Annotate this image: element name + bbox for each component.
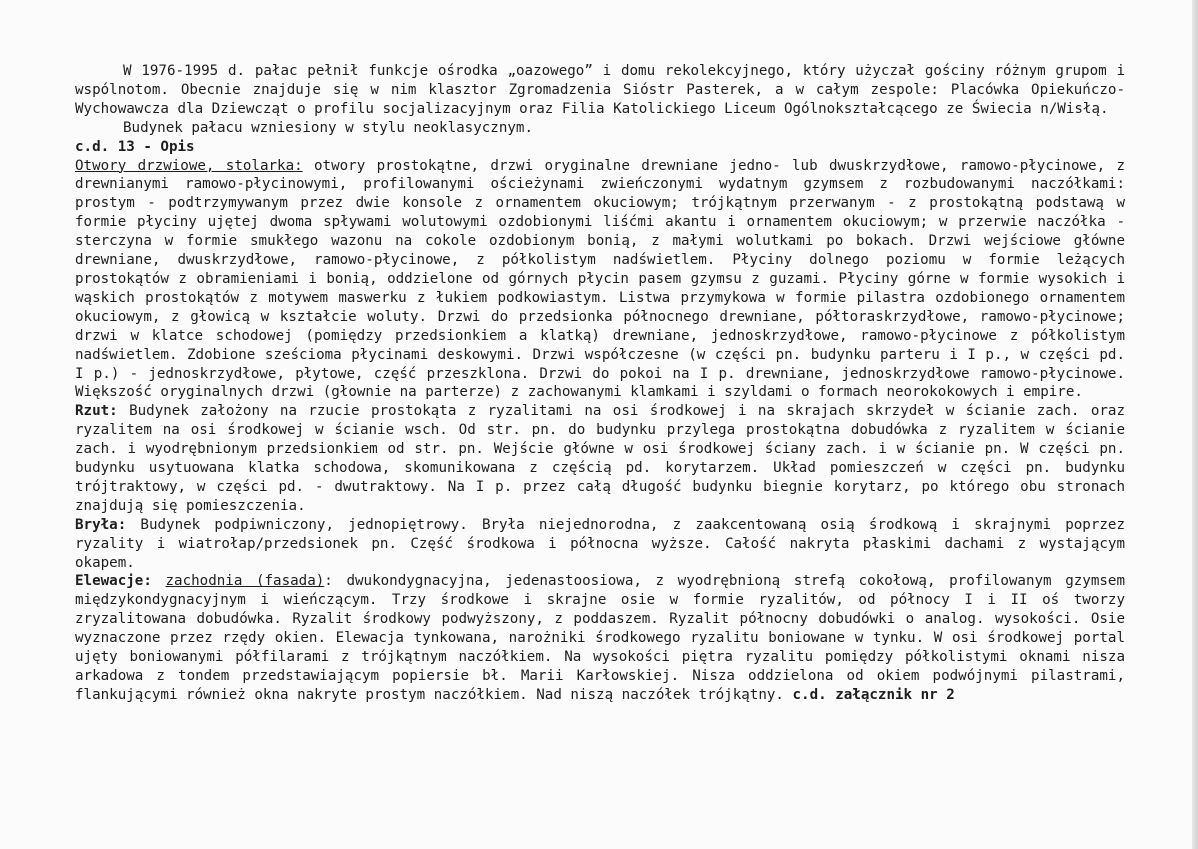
bryla-label: Bryła: xyxy=(75,516,127,533)
section-heading: c.d. 13 - Opis xyxy=(75,138,195,155)
style-paragraph: Budynek pałacu wzniesiony w stylu neoklasycznym. xyxy=(123,119,533,136)
doors-text: otwory prostokątne, drzwi oryginalne drewniane jedno- lub dwuskrzydłowe, ramowo-płycinowe, z drewnianymi ramowo-płycinowymi, profilowanymi ościeżynami zwieńczonymi wydatnym gzymsem z rozbudowanymi naczółkami: prostym - podtrzymywanym przez dwie konsole z ornamentem okuciowym; trójkątnym przerwanym - z prostokątną podstawą w formie płyciny ujętej dwoma spływami wolutowymi ozdobionymi liśćmi akantu i ornamentem okuciowym; w przerwie naczółka - sterczyna w formie smukłego wazonu na cokole ozdobionym bonią, z małymi wolutkami po bokach. Drzwi wejściowe główne drewniane, dwuskrzydłowe, ramowo-płycinowe, z półkolistym nadświetlem. Płyciny dolnego poziomu w formie leżących prostokątów z obramieniami i bonią, oddzielone od górnych płycin pasem gzymsu z guzami. Płyciny górne w formie wysokich i wąskich prostokątów z motywem maswerku z łukiem podkowiastym. Listwa przymykowa w formie pilastra ozdobionego ornamentem okuciowym, z głowicą w kształcie woluty. Drzwi do przedsionka północnego drewniane, półtoraskrzydłowe, ramowo-płycinowe; drzwi w klatce schodowej (pomiędzy przedsionkiem a klatką) drewniane, jednoskrzydłowe, ramowo-płycinowe z półkolistym nadświetlem. Zdobione sześcioma płycinami deskowymi. Drzwi współczesne (w części pn. budynku parteru i I p., w części pd. I p.) - jednoskrzydłowe, płytowe, część przeszklona. Drzwi do pokoi na I p. drewniane, jednoskrzydłowe ramowo-płycinowe. Większość oryginalnych drzwi (głownie na parterze) z zachowanymi klamkami i szyldami o formach neorokokowych i empire. xyxy=(75,157,1125,401)
elewacje-paragraph xyxy=(75,572,1125,704)
continuation-note: c.d. załącznik nr 2 xyxy=(792,686,955,703)
intro-paragraph: W 1976-1995 d. pałac pełnił funkcje ośrodka „oazowego” i domu rekolekcyjnego, który użyczał gościny różnym grupom i wspólnotom. Obecnie znajduje się w nim klasztor Zgromadzenia Sióstr Pasterek, a w całym zespole: Placówka Opiekuńczo-Wychowawcza dla Dziewcząt o profilu socjalizacyjnym oraz Filia Katolickiego Liceum Ogólnokształcącego ze Świecia n/Wisłą. xyxy=(75,63,1125,117)
rzut-text: Budynek założony na rzucie prostokąta z ryzalitami na osi środkowej i na skrajach skrzydeł w ścianie zach. oraz ryzalitem na osi środkowej w ścianie wsch. Od str. pn. do budynku przylega prostokątna dobudówka z ryzalitem w ścianie zach. i wyodrębnionym przedsionkiem od str. pn. Wejście główne w osi środkowej ściany zach. i w ścianie pn. W części pn. budynku usytuowana klatka schodowa, skomunikowana z częścią pd. korytarzem. Układ pomieszczeń w części pn. budynku trójtraktowy, w części pd. - dwutraktowy. Na I p. przez całą długość budynku biegnie korytarz, po którego obu stronach znajdują się pomieszczenia. xyxy=(75,403,1125,514)
elewacje-sub-label: zachodnia (fasada) xyxy=(165,573,325,590)
bryla-paragraph xyxy=(75,516,1125,573)
doors-label: Otwory drzwiowe, stolarka: xyxy=(75,157,303,174)
elewacje-text: : dwukondygnacyjna, jedenastoosiowa, z wyodrębnioną strefą cokołową, profilowanym gzymsem międzykondygnacyjnym i wieńczącym. Trzy środkowe i skrajne osie w formie ryzalitów, od północy I i II oś tworzy zryzalitowana dobudówka. Ryzalit środkowy podwyższony, z poddaszem. Ryzalit północny dobudówki o analog. wysokości. Osie wyznaczone przez rzędy okien. Elewacja tynkowana, narożniki środkowego ryzalitu boniowane w tynku. W osi środkowej portal ujęty boniowanymi półfilarami z trójkątnym naczółkiem. Na wysokości piętra ryzalitu pomiędzy półkolistymi oknami nisza arkadowa z tondem przedstawiającym popiersie bł. Marii Karłowskiej. Nisza oddzielona od okiem podwójnymi pilastrami, flankującymi również okna nakryte prostym naczółkiem. Nad niszą naczółek trójkątny. xyxy=(75,573,1125,703)
document-page xyxy=(75,62,1125,705)
scan-edge xyxy=(1192,0,1198,849)
rzut-paragraph xyxy=(75,402,1125,515)
doors-paragraph xyxy=(75,157,1125,403)
rzut-label: Rzut: xyxy=(75,403,118,420)
bryla-text: Budynek podpiwniczony, jednopiętrowy. Bryła niejednorodna, z zaakcentowaną osią środkową i skrajnymi poprzez ryzality i wiatrołap/przedsionek pn. Część środkowa i północna wyższe. Całość nakryta płaskimi dachami z wystającym okapem. xyxy=(75,516,1125,571)
elewacje-label: Elewacje: xyxy=(75,573,152,590)
